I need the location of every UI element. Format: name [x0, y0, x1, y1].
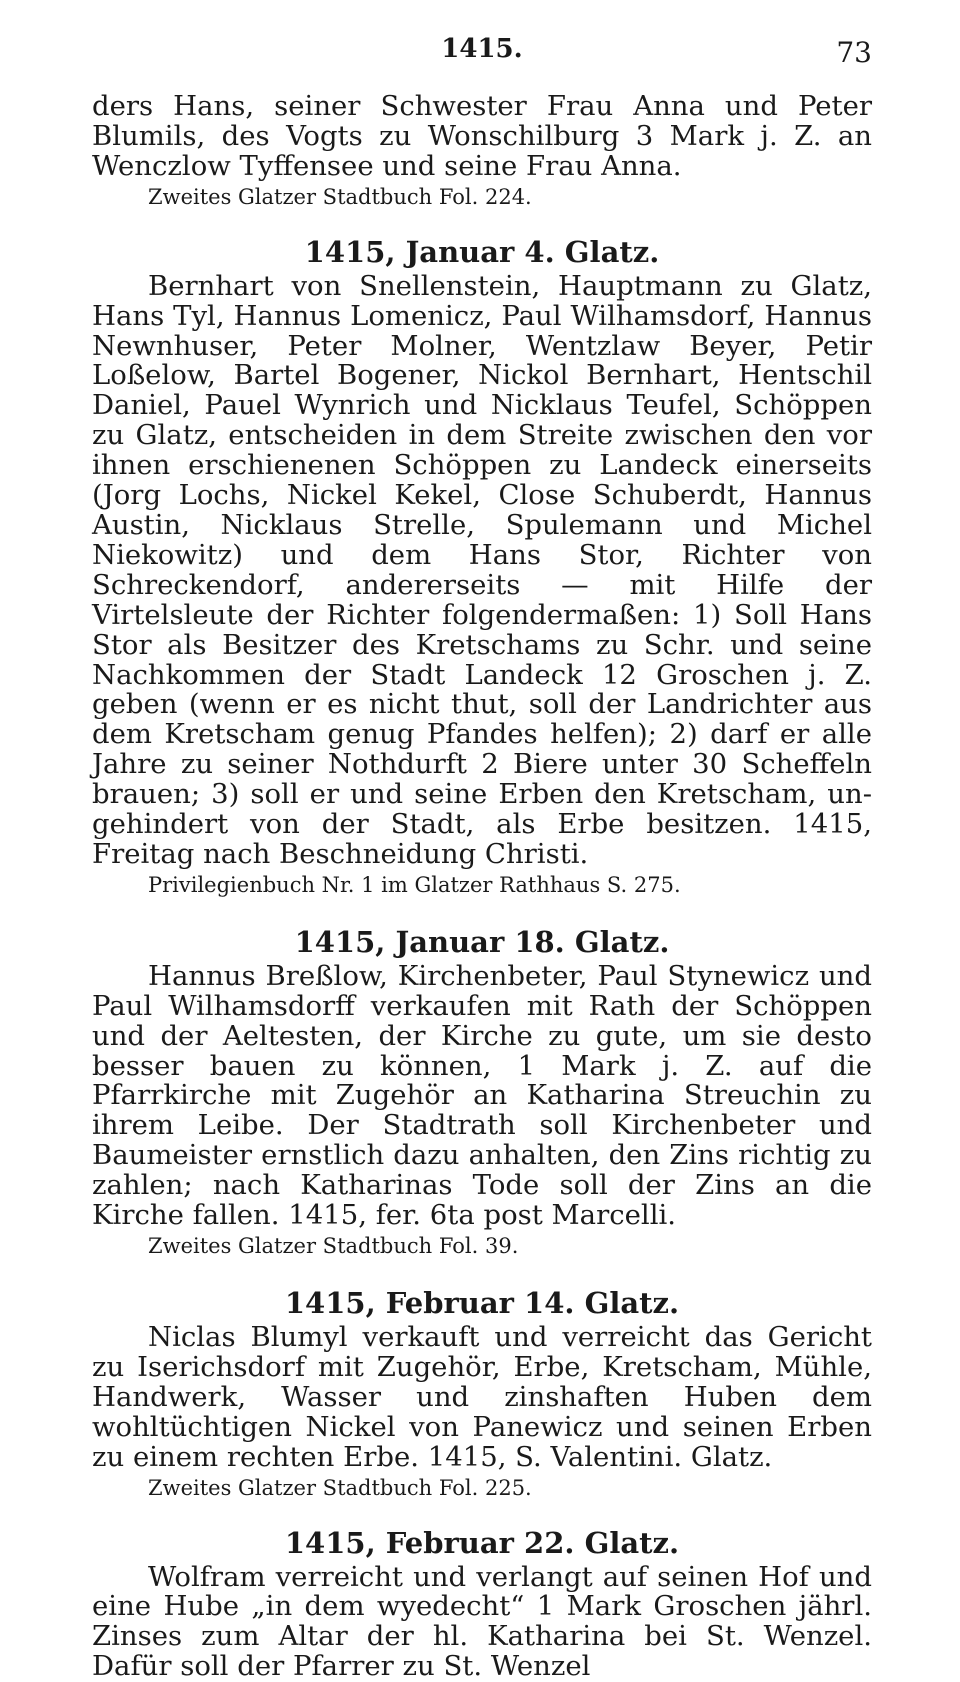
entry-text: Niclas Blumyl verkauft und verreicht das Gericht zu Iserichsdorf mit Zugehör, Erbe, Kretscham, Mühle, Handwerk, Wasser und zinshaften Huben dem wohltüchtigen Nickel von Panewicz und seinen Erben zu einem rechten Erbe. 1415, S. Valentini. Glatz. [92, 1321, 872, 1473]
entry-heading: 1415, Januar 18. Glatz. [294, 924, 670, 959]
entry-heading: 1415, Februar 14. Glatz. [284, 1286, 680, 1320]
entry-heading: 1415, Januar 4. Glatz. [304, 234, 660, 269]
entry-source: Privilegienbuch Nr. 1 im Glatzer Rathhaus S. 275. [148, 872, 681, 897]
entry-text: Wolfram verreicht und verlangt auf seinen Hof und eine Hube „in dem wyedecht“ 1 Mark Groschen jährl. Zinses zum Altar der hl. Katharina bei St. Wenzel. Dafür soll der Pfarrer zu St. Wenzel [92, 1560, 872, 1682]
page-number: 73 [836, 36, 872, 69]
running-head [92, 30, 872, 70]
body-text [92, 92, 872, 1682]
entry-text: Hannus Breßlow, Kirchenbeter, Paul Stynewicz und Paul Wilhamsdorff verkaufen mit Rath der Schöppen und der Aeltesten, der Kirche zu gute, um sie desto besser bauen zu können, 1 Mark j. Z. auf die Pfarrkirche mit Zugehör an Katharina Streuchin zu ihrem Leibe. Der Stadtrath soll Kirchenbeter und Baumeister ernstlich dazu anhalten, den Zins richtig zu zahlen; nach Katharinas Tode soll der Zins an die Kirche fallen. 1415, fer. 6ta post Marcelli. [92, 959, 872, 1232]
entry-heading: 1415, Februar 22. Glatz. [284, 1525, 680, 1560]
entry-source: Zweites Glatzer Stadtbuch Fol. 39. [148, 1234, 519, 1258]
running-head-year: 1415. [441, 34, 523, 64]
entry-source: Zweites Glatzer Stadtbuch Fol. 224. [148, 184, 532, 209]
entry-text: Bernhart von Snellenstein, Hauptmann zu Glatz, Hans Tyl, Hannus Lomenicz, Paul Wilhamsdorf, Hannus Newnhuser, Peter Molner, Wentzlaw Beyer, Petir Loßelow, Bartel Bogener, Nickol Bernhart, Hentschil Daniel, Pauel Wynrich und Nicklaus Teufel, Schöppen zu Glatz, entscheiden in dem Streite zwischen den vor ihnen erschienenen Schöppen zu Landeck einerseits (Jorg Lochs, Nickel Kekel, Close Schuberdt, Hannus Austin, Nicklaus Strelle, Spulemann und Michel Niekowitz) und dem Hans Stor, Richter von Schreckendorf, andererseits — mit Hilfe der Virtelsleute der Richter folgendermaßen: 1) Soll Hans Stor als Besitzer des Kretschams zu Schr. und seine Nachkommen der Stadt Landeck 12 Groschen j. Z. geben (wenn er es nicht thut, soll der Landrichter aus dem Kretscham genug Pfandes helfen); 2) darf er alle Jahre zu seiner Nothdurft 2 Biere unter 30 Scheffeln brauen; 3) soll er und seine Erben den Kretscham, ungehindert von der Stadt, als Erbe besitzen. 1415, Freitag nach Beschneidung Christi. [92, 269, 872, 870]
entry-source: Zweites Glatzer Stadtbuch Fol. 225. [148, 1475, 532, 1500]
entry-text: ders Hans, seiner Schwester Frau Anna und Peter Blumils, des Vogts zu Wonschilburg 3 Mark j. Z. an Wenczlow Tyffensee und seine Frau Anna. [92, 90, 872, 182]
